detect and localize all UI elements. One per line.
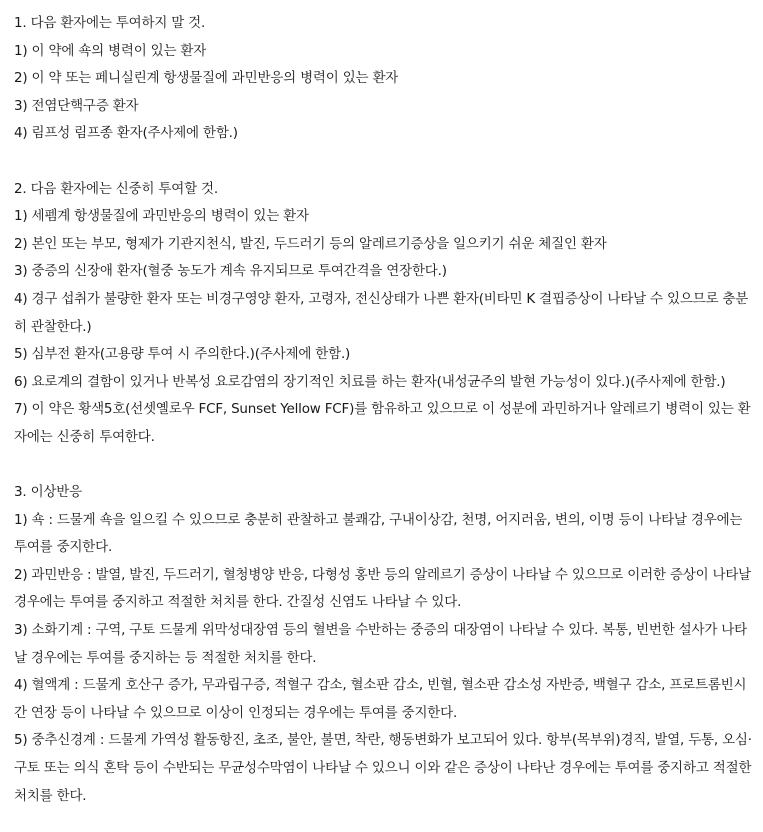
list-item: 2) 이 약 또는 페니실린계 항생물질에 과민반응의 병력이 있는 환자 xyxy=(14,70,399,87)
list-item: 1) 세펨계 항생물질에 과민반응의 병력이 있는 환자 xyxy=(14,208,309,225)
section-heading: 3. 이상반응 xyxy=(14,484,82,501)
list-item: 4) 림프성 림프종 환자(주사제에 한함.) xyxy=(14,125,238,142)
list-item: 3) 중증의 신장애 환자(혈중 농도가 계속 유지되므로 투여간격을 연장한다.) xyxy=(14,263,447,280)
list-item: 4) 경구 섭취가 불량한 환자 또는 비경구영양 환자, 고령자, 전신상태가 나쁜 환자(비타민 K 결핍증상이 나타날 수 있으므로 충분히 관찰한다.) xyxy=(14,290,749,335)
list-item: 7) 이 약은 황색5호(선셋옐로우 FCF, Sunset Yellow FCF)를 함유하고 있으므로 이 성분에 과민하거나 알레르기 병력이 있는 환자에는 신중히 투여한다. xyxy=(14,401,751,445)
list-item: 4) 혈액계 : 드물게 호산구 증가, 무과립구증, 적혈구 감소, 혈소판 감소, 빈혈, 혈소판 감소성 자반증, 백혈구 감소, 프로트롬빈시간 연장 등이 나타날 수 있으므로 이상이 인정되는 경우에는 투여를 중지한다. xyxy=(14,677,747,721)
list-item: 1) 쇽 : 드물게 쇽을 일으킬 수 있으므로 충분히 관찰하고 불쾌감, 구내이상감, 천명, 어지러움, 변의, 이명 등이 나타날 경우에는 투여를 중지한다. xyxy=(14,511,743,556)
list-item: 2) 과민반응 : 발열, 발진, 두드러기, 혈청병양 반응, 다형성 홍반 등의 알레르기 증상이 나타날 수 있으므로 이러한 증상이 나타날 경우에는 투여를 중지하고 적절한 처치를 한다. 간질성 신염도 나타날 수 있다. xyxy=(14,566,752,611)
list-item: 1) 이 약에 쇽의 병력이 있는 환자 xyxy=(14,42,207,59)
list-item: 6) 요로계의 결함이 있거나 반복성 요로감염의 장기적인 치료를 하는 환자(내성균주의 발현 가능성이 있다.)(주사제에 한함.) xyxy=(14,373,726,390)
list-item: 3) 전염단핵구증 환자 xyxy=(14,97,139,114)
section-careful-administration xyxy=(14,176,759,452)
section-heading: 1. 다음 환자에는 투여하지 말 것. xyxy=(14,15,206,31)
list-item: 5) 중추신경계 : 드물게 가역성 활동항진, 초조, 불안, 불면, 착란, 행동변화가 보고되어 있다. 항부(목부위)경직, 발열, 두통, 오심·구토 또는 의식 혼탁 등이 수반되는 무균성수막염이 나타날 수 있으니 이와 같은 증상이 나타난 경우에는 투여를 중지하고 적절한 처치를 한다. xyxy=(14,732,752,804)
list-item: 5) 심부전 환자(고용량 투여 시 주의한다.)(주사제에 한함.) xyxy=(14,346,351,363)
document-body xyxy=(14,10,759,810)
section-heading: 2. 다음 환자에는 신중히 투여할 것. xyxy=(14,180,218,197)
section-contraindications xyxy=(14,10,759,148)
section-adverse-reactions xyxy=(14,479,759,810)
list-item: 2) 본인 또는 부모, 형제가 기관지천식, 발진, 두드러기 등의 알레르기증상을 일으키기 쉬운 체질인 환자 xyxy=(14,235,607,252)
list-item: 3) 소화기계 : 구역, 구토 드물게 위막성대장염 등의 혈변을 수반하는 중증의 대장염이 나타날 수 있다. 복통, 빈번한 설사가 나타날 경우에는 투여를 중지하는 등 적절한 처치를 한다. xyxy=(14,622,747,666)
